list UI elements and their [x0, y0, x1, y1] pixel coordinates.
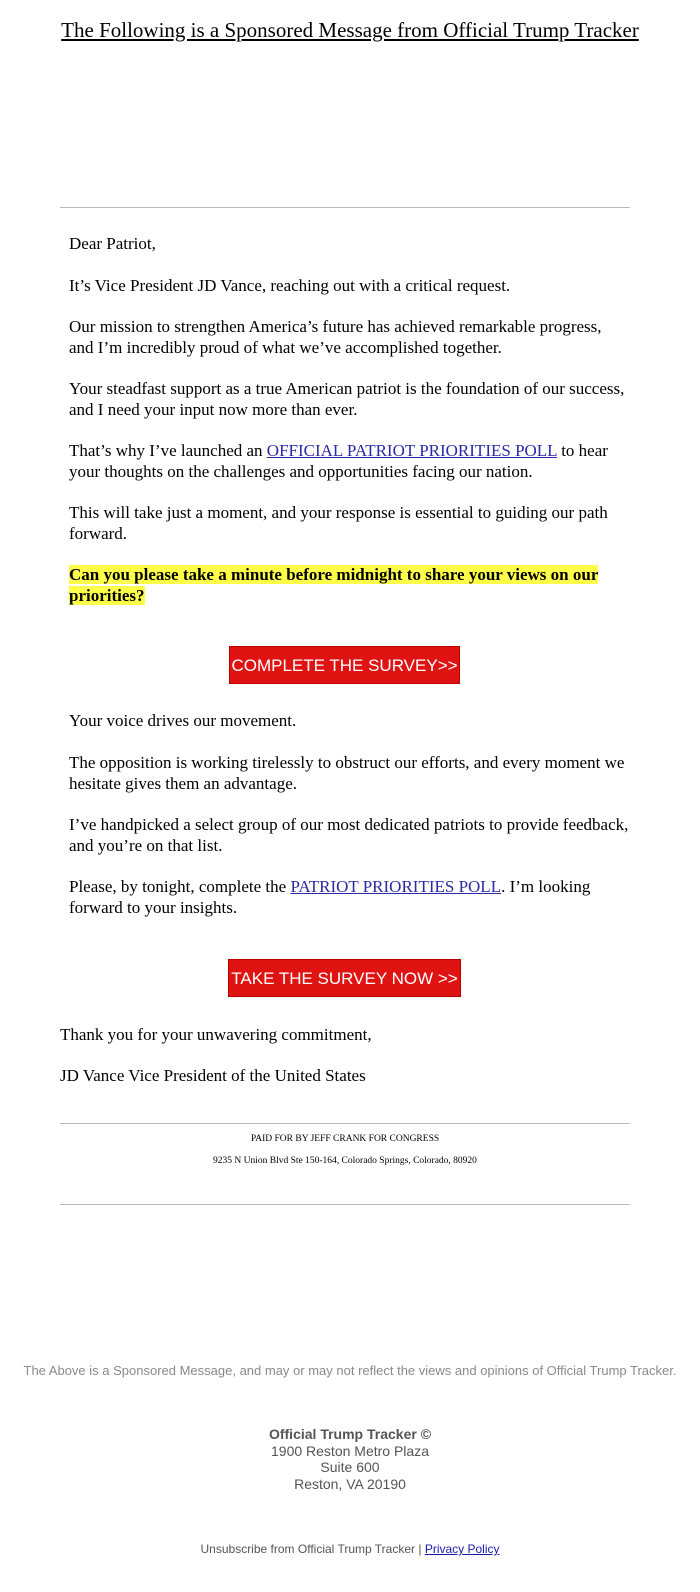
official-poll-link[interactable]: OFFICIAL PATRIOT PRIORITIES POLL: [266, 441, 557, 460]
footer-address-line-1: 1900 Reston Metro Plaza: [271, 1442, 429, 1459]
mission-paragraph: Our mission to strengthen America’s future has achieved remarkable progress, and I’m incredibly proud of what we’ve accomplished together.: [69, 317, 602, 357]
closing-line: Thank you for your unwavering commitment,: [60, 1025, 372, 1044]
support-paragraph: Your steadfast support as a true American patriot is the foundation of our success, and I need your input now more than ever.: [69, 379, 625, 419]
footer-org-name: Official Trump Tracker ©: [268, 1426, 432, 1442]
voice-paragraph: Your voice drives our movement.: [69, 711, 297, 730]
signature-line: JD Vance Vice President of the United States: [60, 1066, 366, 1085]
highlight-paragraph: [69, 564, 629, 606]
greeting: Dear Patriot,: [69, 234, 156, 253]
footer-address-line-2: Suite 600: [320, 1459, 380, 1475]
patriot-poll-link[interactable]: PATRIOT PRIORITIES POLL: [290, 877, 502, 896]
opposition-paragraph: The opposition is working tirelessly to obstruct our efforts, and every moment we hesitate gives them an advantage.: [69, 753, 625, 793]
paid-for-top-divider: [60, 1123, 630, 1124]
tonight-text-after: . I’m looking forward to your insights.: [69, 877, 591, 917]
tonight-text-before: Please, by tonight, complete the: [69, 877, 291, 896]
tonight-paragraph: [69, 876, 629, 918]
sponsored-disclaimer: The Above is a Sponsored Message, and may or may not reflect the views and opinions of Official Trump Tracker.: [23, 1363, 677, 1378]
take-survey-now-button[interactable]: TAKE THE SURVEY NOW >>: [228, 959, 461, 997]
moment-paragraph: This will take just a moment, and your response is essential to guiding our path forward.: [69, 503, 608, 543]
footer-link-separator: |: [415, 1542, 425, 1556]
footer-address-block: [0, 1426, 700, 1492]
poll-text-before: That’s why I’ve launched an: [69, 441, 267, 460]
intro-paragraph: It’s Vice President JD Vance, reaching out with a critical request.: [69, 276, 511, 295]
poll-text-after: to hear your thoughts on the challenges and opportunities facing our nation.: [69, 441, 608, 481]
sponsored-header-title: The Following is a Sponsored Message from Official Trump Tracker: [61, 18, 639, 42]
paid-for-address: 9235 N Union Blvd Ste 150-164, Colorado Springs, Colorado, 80920: [213, 1156, 477, 1166]
top-divider: [60, 207, 630, 208]
complete-survey-button[interactable]: COMPLETE THE SURVEY>>: [229, 646, 460, 684]
footer-address-line-3: Reston, VA 20190: [294, 1475, 406, 1492]
unsubscribe-link[interactable]: Unsubscribe from Official Trump Tracker: [200, 1542, 416, 1556]
paid-for-line: PAID FOR BY JEFF CRANK FOR CONGRESS: [250, 1134, 440, 1144]
handpicked-paragraph: I’ve handpicked a select group of our most dedicated patriots to provide feedback, and you’re on that list.: [69, 815, 629, 855]
footer-links: [0, 1542, 700, 1556]
paid-for-bottom-divider: [60, 1204, 630, 1205]
poll-paragraph: [69, 440, 629, 482]
highlighted-request: Can you please take a minute before midnight to share your views on our priorities?: [69, 565, 599, 605]
privacy-policy-link[interactable]: Privacy Policy: [424, 1542, 500, 1556]
